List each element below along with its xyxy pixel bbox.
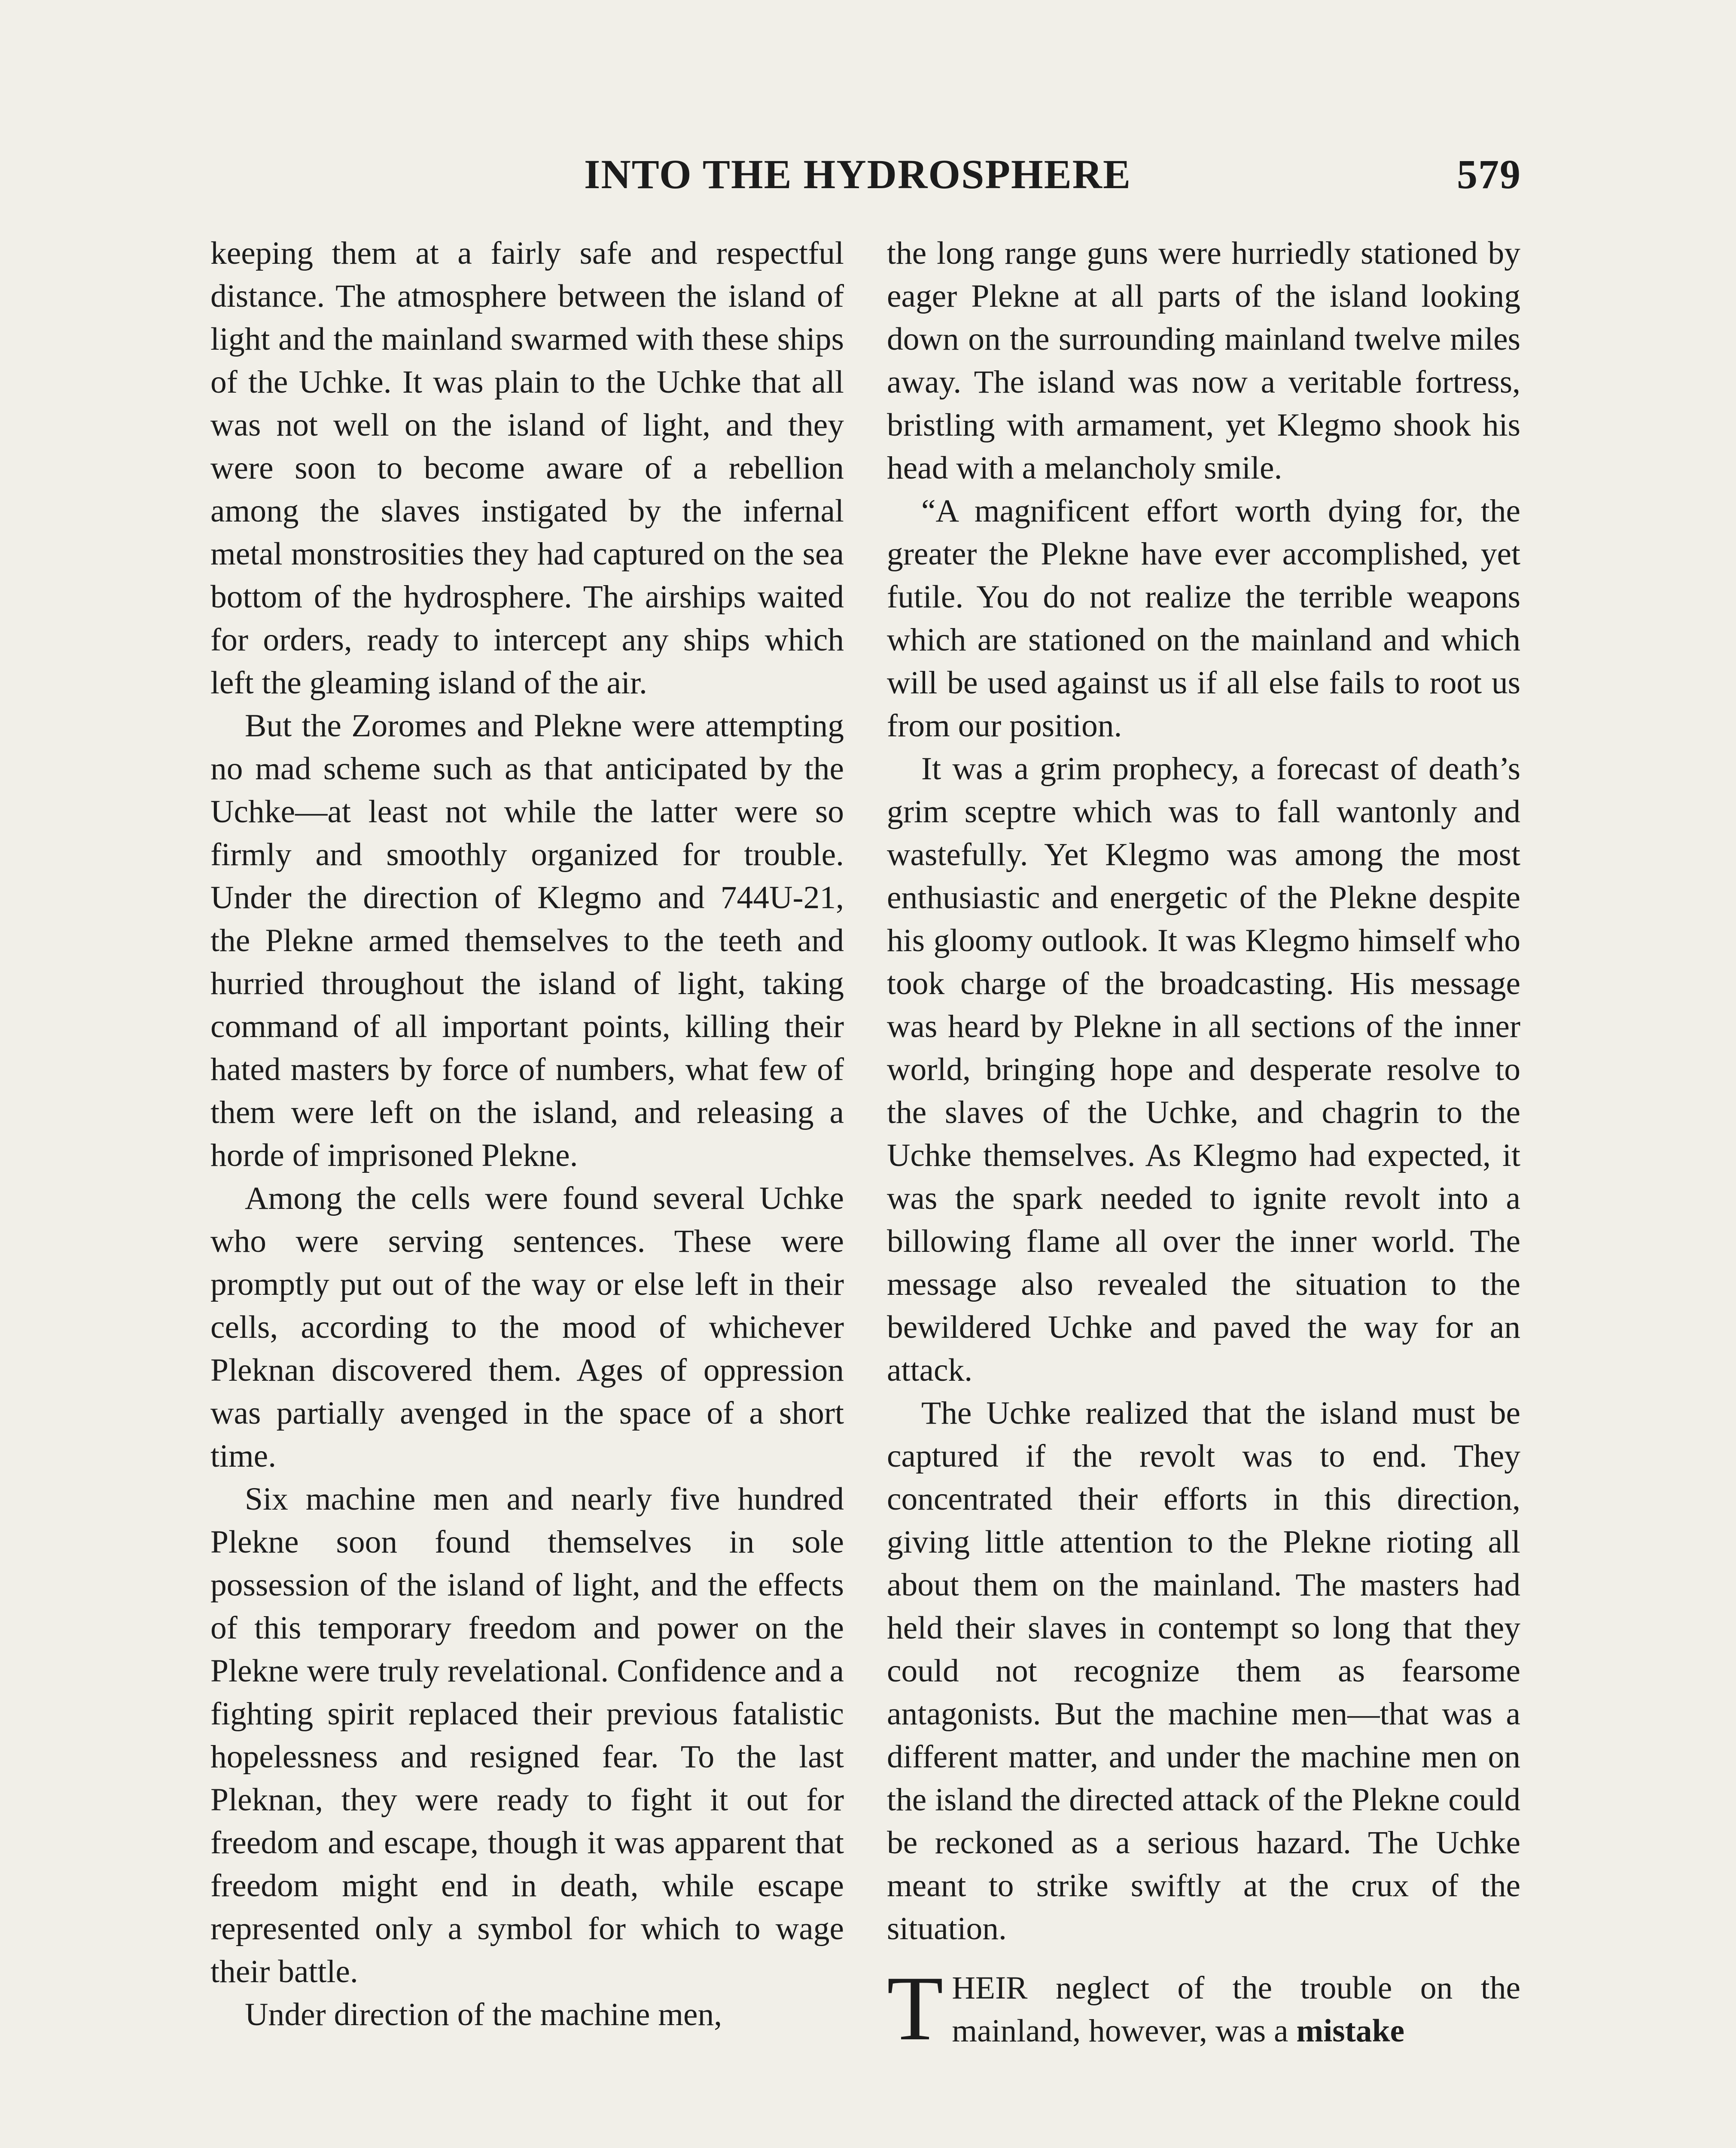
running-title: INTO THE HYDROSPHERE [584,151,1132,197]
drop-cap-paragraph-text [952,1967,1520,2053]
drop-cap-paragraph [887,1957,1520,2060]
page-number: 579 [1457,151,1521,197]
paragraph: Under direction of the machine men, [245,1997,722,2032]
paragraph: “A magnificent effort worth dying for, the greater the Plekne have ever accomplished, yet futile. You do not realize the terrible weapons which are stationed on the mainland and which will be used against us if all else fails to root us from our position. [887,493,1520,744]
paragraph: the long range guns were hurriedly stationed by eager Plekne at all parts of the island looking down on the surrounding mainland twelve miles away. The island was now a veritable fortress, bristling with armament, yet Klegmo shook his head with a melancholy smile. [887,235,1520,486]
paragraph: Six machine men and nearly five hundred Plekne soon found themselves in sole possession of the island of light, and the effects of this temporary freedom and power on the Plekne were truly revelational. Confidence and a fighting spirit replaced their previous fatalistic hopelessness and resigned fear. To the last Pleknan, they were ready to fight it out for freedom and escape, though it was apparent that freedom might end in death, while escape represented only a symbol for which to wage their battle. [210,1481,844,1989]
paragraph: But the Zoromes and Plekne were attempting no mad scheme such as that anticipated by the Uchke—at least not while the latter were so firmly and smoothly organized for trouble. Under the direction of Klegmo and 744U-21, the Plekne armed themselves to the teeth and hurried throughout the island of light, taking command of all important points, killing their hated masters by force of numbers, what few of them were left on the island, and releasing a horde of imprisoned Plekne. [210,708,844,1173]
left-column [210,232,844,2036]
drop-paragraph-body: HEIR neglect of the trouble on the mainland, however, was a [952,1970,1520,2049]
paragraph: It was a grim prophecy, a forecast of death’s grim sceptre which was to fall wantonly and wastefully. Yet Klegmo was among the most enthusiastic and energetic of the Plekne despite his gloomy outlook. It was Klegmo himself who took charge of the broadcasting. His message was heard by Plekne in all sections of the inner world, bringing hope and desperate resolve to the slaves of the Uchke, and chagrin to the Uchke themselves. As Klegmo had expected, it was the spark needed to ignite revolt into a billowing flame all over the inner world. The message also revealed the situation to the bewildered Uchke and paved the way for an attack. [887,751,1520,1388]
drop-paragraph-last-word: mistake [1296,2013,1405,2049]
paragraph: keeping them at a fairly safe and respectful distance. The atmosphere between the island of light and the mainland swarmed with these ships of the Uchke. It was plain to the Uchke that all was not well on the island of light, and they were soon to become aware of a rebellion among the slaves instigated by the infernal metal monstrosities they had captured on the sea bottom of the hydrosphere. The airships waited for orders, ready to intercept any ships which left the gleaming island of the air. [210,235,844,701]
paragraph: The Uchke realized that the island must be captured if the revolt was to end. They concentrated their efforts in this direction, giving little attention to the Plekne rioting all about them on the mainland. The masters had held their slaves in contempt so long that they could not recognize them as fearsome antagonists. But the machine men—that was a different matter, and under the machine men on the island the directed attack of the Plekne could be reckoned as a serious hazard. The Uchke meant to strike swiftly at the crux of the situation. [887,1395,1520,1947]
drop-cap: T [887,1957,944,2060]
running-header [210,142,1521,206]
right-column [887,232,1520,2060]
paragraph: Among the cells were found several Uchke who were serving sentences. These were promptly put out of the way or else left in their cells, according to the mood of whichever Pleknan discovered them. Ages of oppression was partially avenged in the space of a short time. [210,1181,844,1474]
